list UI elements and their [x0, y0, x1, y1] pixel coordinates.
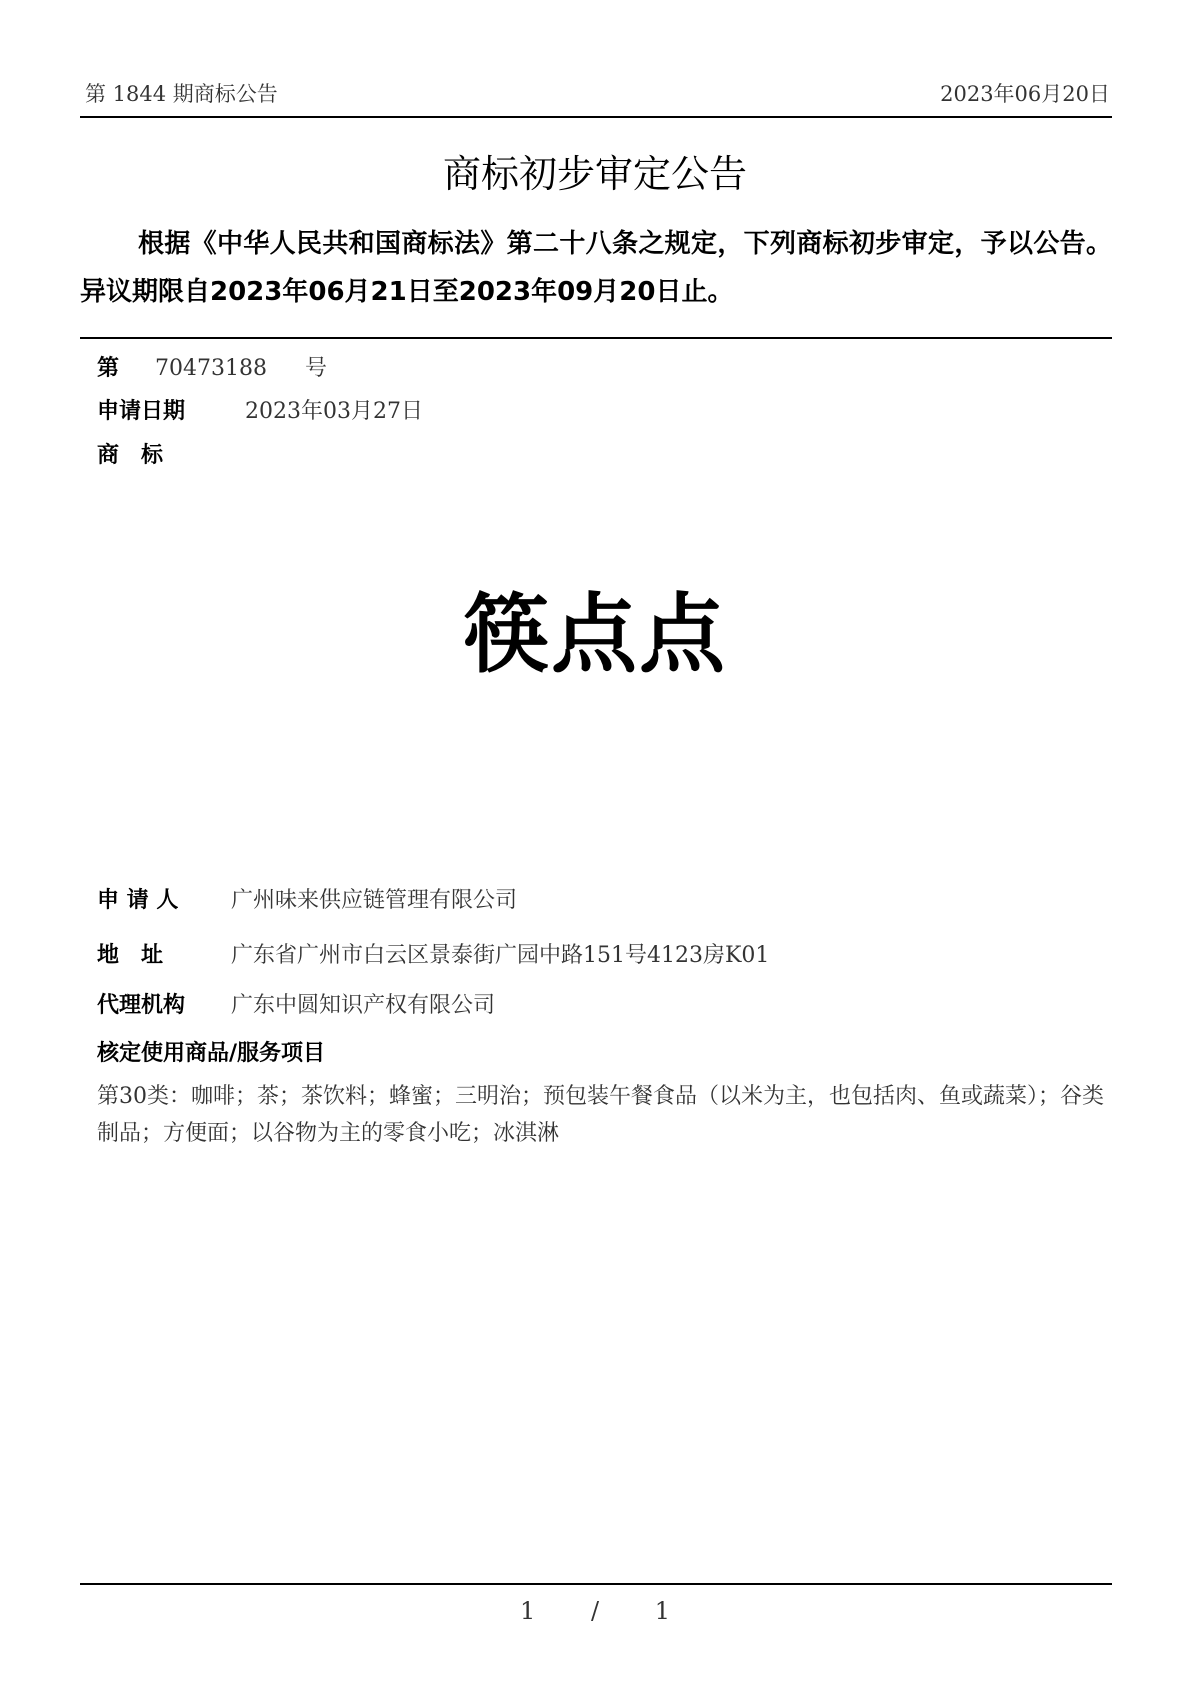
number-prefix: 第 [97, 356, 120, 381]
address-label: 地 址 [97, 943, 164, 968]
issue-date: 2023年06月20日 [940, 82, 1110, 106]
applicant-row [97, 883, 518, 914]
application-date-label: 申请日期 [97, 399, 186, 424]
application-date: 2023年03月27日 [245, 399, 423, 424]
footer-divider [80, 1583, 1112, 1585]
number-suffix: 号 [305, 356, 328, 381]
applicant-name: 广州味来供应链管理有限公司 [231, 888, 518, 913]
address-value: 广东省广州市白云区景泰街广园中路151号4123房K01 [231, 943, 770, 968]
applicant-label: 申 请 人 [97, 888, 179, 913]
goods-services-label: 核定使用商品/服务项目 [97, 1041, 326, 1066]
total-pages: 1 [654, 1597, 670, 1625]
section-divider [80, 337, 1112, 339]
agent-name: 广东中圆知识产权有限公司 [231, 993, 496, 1018]
page-separator: / [590, 1597, 600, 1625]
trademark-label: 商 标 [97, 443, 164, 468]
page-indicator [0, 1597, 1190, 1625]
registration-number-row [97, 351, 327, 382]
page-title: 商标初步审定公告 [442, 152, 747, 196]
registration-number: 70473188 [155, 356, 267, 381]
current-page: 1 [520, 1597, 536, 1625]
agent-label: 代理机构 [97, 993, 186, 1018]
issue-number: 第 1844 期商标公告 [85, 82, 278, 106]
trademark-text: 筷点点 [463, 584, 727, 685]
application-date-row [97, 394, 423, 425]
intro-paragraph: 根据《中华人民共和国商标法》第二十八条之规定，下列商标初步审定，予以公告。异议期限自2023年06月21日至2023年09月20日止。 [80, 229, 1112, 307]
address-row [97, 938, 770, 969]
agent-row [97, 988, 496, 1019]
trademark-row [97, 438, 163, 469]
header-divider [80, 116, 1112, 118]
goods-services-list: 第30类：咖啡；茶；茶饮料；蜂蜜；三明治；预包装午餐食品（以米为主，也包括肉、鱼或蔬菜）；谷类制品；方便面；以谷物为主的零食小吃；冰淇淋 [97, 1084, 1104, 1146]
